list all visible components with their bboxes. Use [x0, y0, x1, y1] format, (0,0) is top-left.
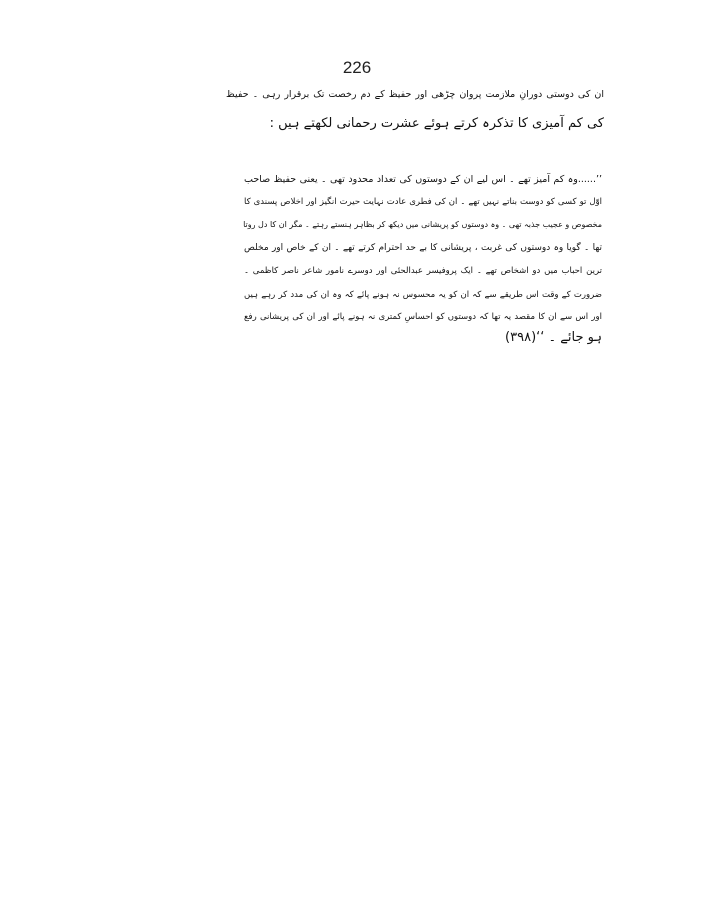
page-number: 226: [342, 58, 372, 77]
quote-line-6: ضرورت کے وقت اس طریقے سے کہ ان کو یہ محسوس نہ ہونے پائے کہ وہ ان کی مدد کر رہے ہیں: [244, 290, 602, 300]
quote-line-2: اوّل تو کسی کو دوست بناتے نہیں تھے ۔ ان کی فطری عادت نہایت حیرت انگیز اور اخلاص پسندی کا: [244, 197, 602, 207]
quote-line-7: اور اس سے ان کا مقصد یہ تھا کہ دوستوں کو احساسِ کمتری نہ ہونے پائے اور ان کی پریشانی رفع: [244, 312, 602, 322]
paragraph-line-2: کی کم آمیزی کا تذکرہ کرتے ہوئے عشرت رحمانی لکھتے ہیں :: [269, 116, 604, 131]
quote-line-8: ہو جائے ۔ ‘‘(۳۹۸): [505, 330, 602, 345]
paragraph-line-1: ان کی دوستی دورانِ ملازمت پروان چڑھی اور حفیظ کے دم رخصت تک برقرار رہی ۔ حفیظ: [226, 89, 604, 100]
quote-line-3: مخصوص و عجیب جذبہ تھی ۔ وہ دوستوں کو پریشانی میں دیکھ کر بظاہر ہنستے رہتے ۔ مگر ان کا دل روتا: [243, 220, 602, 229]
quote-line-5: ترین احباب میں دو اشخاص تھے ۔ ایک پروفیسر عبدالحئی اور دوسرے نامور شاعر ناصر کاظمی ۔: [244, 266, 602, 276]
quote-line-4: تھا ۔ گویا وہ دوستوں کی غربت ، پریشانی کا بے حد احترام کرتے تھے ۔ ان کے خاص اور مخلص: [244, 243, 602, 253]
quote-line-1: ’’......وہ کم آمیز تھے ۔ اس لیے ان کے دوستوں کی تعداد محدود تھی ۔ یعنی حفیظ صاحب: [244, 174, 602, 185]
